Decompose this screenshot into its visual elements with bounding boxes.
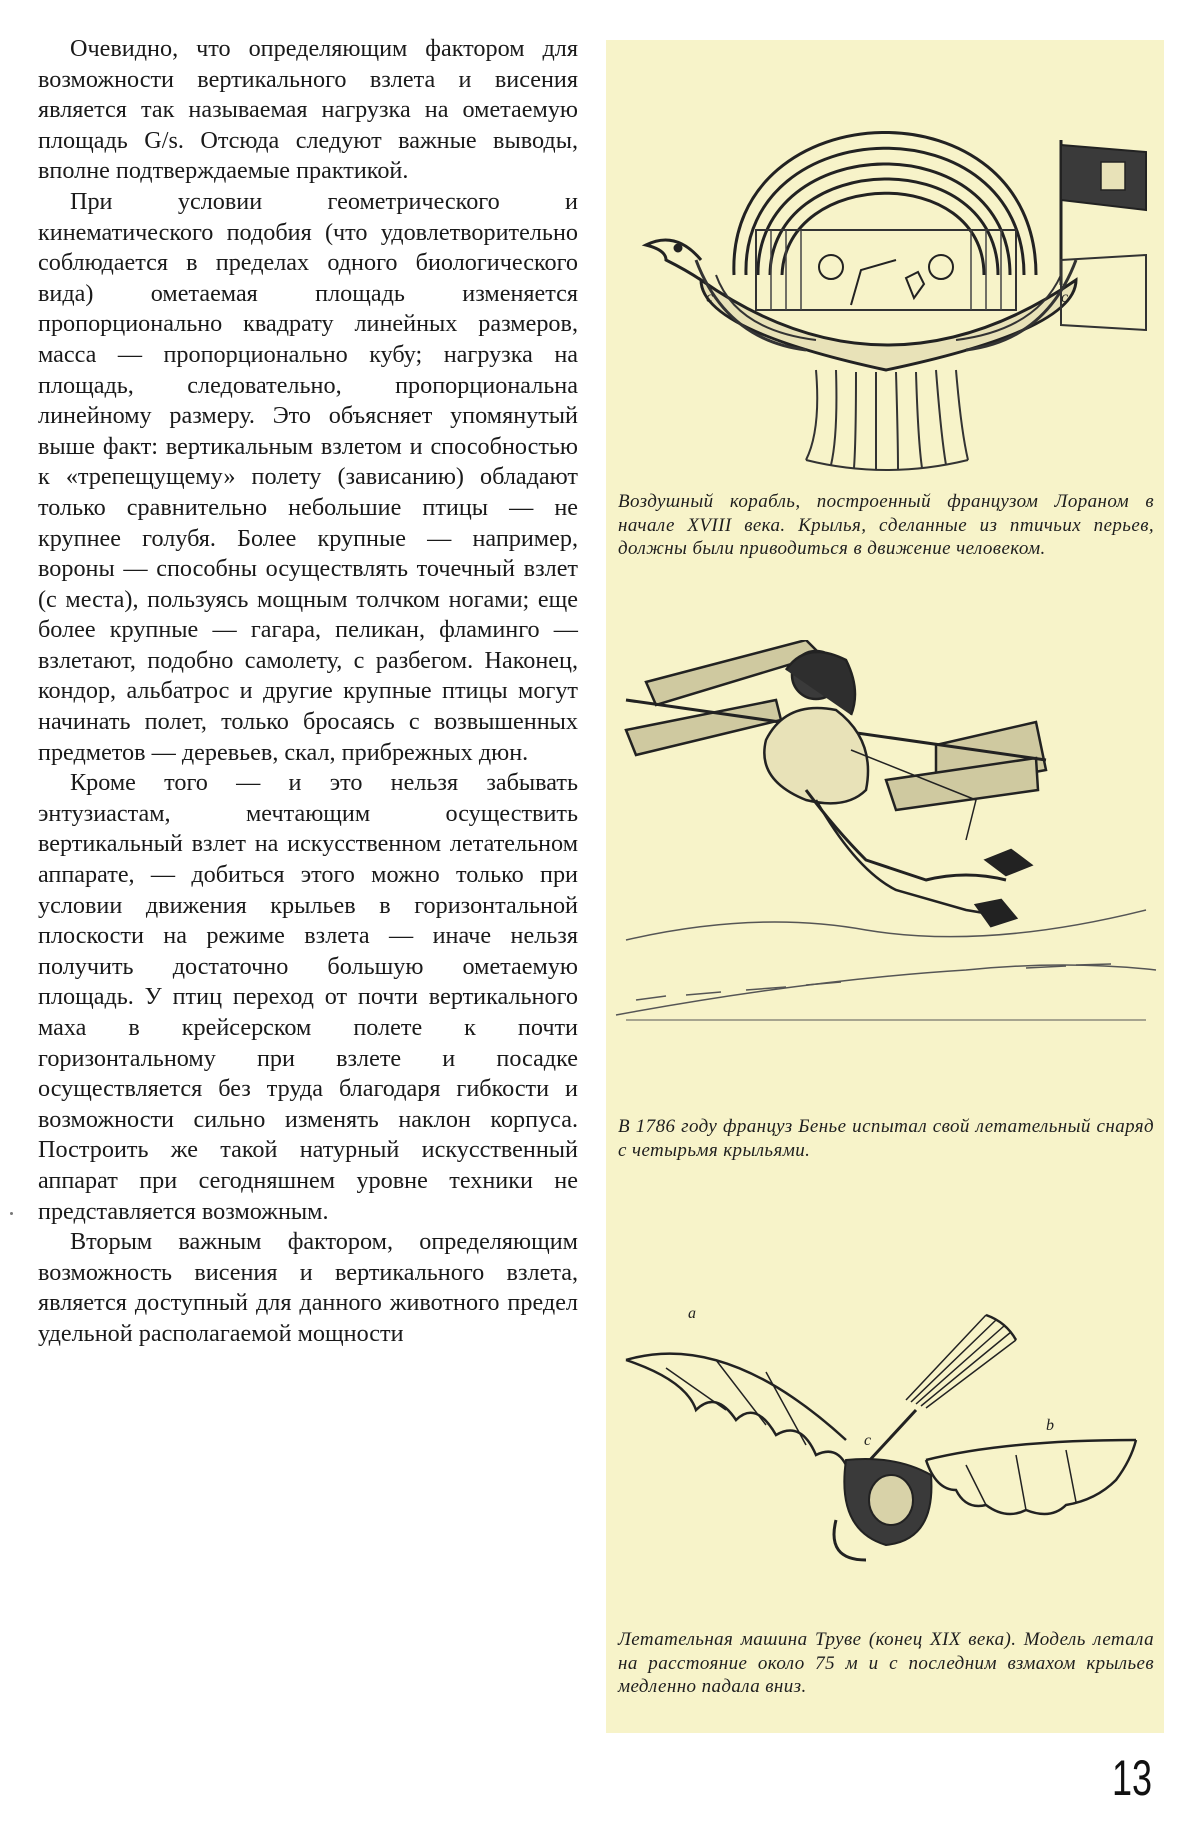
- paragraph-1: Очевидно, что определяющим фактором для возможности вертикального взлета и висения является так называемая нагрузка на ометаемую площадь G/s. Отсюда следуют важные выводы, вполне подтверждаемые практикой.: [38, 35, 578, 185]
- paragraph-3: Кроме того — и это нельзя забывать энтузиастам, мечтающим осуществить вертикальный взлет на искусственном летательном аппарате, — добиться этого можно только при условии движения крыльев в горизонтальной плоскости на режиме взлета — иначе нельзя получить достаточно большую ометаемую площадь. У птиц переход от почти вертикального маха в крейсерском полете к почти горизонтальному при взлете и посадке осуществляется без труда благодаря гибкости и возможности сильно изменять наклон корпуса. Построить же такой натурный искусственный аппарат при сегодняшнем уровне техники не представляется возможным.: [38, 769, 578, 1225]
- fig3-label-b: b: [1046, 1417, 1054, 1434]
- bat-wing-right: [926, 1440, 1136, 1514]
- main-text-column: [38, 34, 578, 1350]
- illustration-sidebar: [606, 40, 1164, 1733]
- tail-feathers: [806, 370, 968, 470]
- figure-2-caption: В 1786 году француз Бенье испытал свой летательный снаряд с четырьмя крыльями.: [618, 1116, 1154, 1161]
- figure-1-caption: Воздушный корабль, построенный французом Лораном в начале XVIII века. Крылья, сделанные из птичьих перьев, должны были приводиться в движение человеком.: [618, 491, 1154, 559]
- besnier-illustration: [606, 640, 1164, 1100]
- airship-illustration: [606, 40, 1164, 500]
- paragraph-4: Вторым важным фактором, определяющим возможность висения и вертикального взлета, является доступный для данного животного предел удельной располагаемой мощности: [38, 1228, 578, 1347]
- trouve-illustration: [606, 1260, 1164, 1640]
- page-number: 13: [1112, 1750, 1153, 1806]
- scan-speck: [10, 1212, 13, 1215]
- tail-fan: [856, 1315, 1016, 1475]
- bird-head: [646, 240, 701, 280]
- paragraph-2: При условии геометрического и кинематического подобия (что удовлетворительно соблюдается в пределах одного биологического вида) ометаемая площадь изменяется пропорционально квадрату линейных размеров, масса — пропорционально кубу; нагрузка на площадь, следовательно, пропорциональна линейному размеру. Это объясняет упомянутый выше факт: вертикальным взлетом и способностью к «трепещущему» полету (зависанию) обладают только сравнительно небольшие птицы — не крупнее голубя. Более крупные — например, вороны — способны осуществлять точечный взлет (с места), пользуясь мощным толчком ногами; еще более крупные — гагара, пеликан, фламинго — взлетают, подобно самолету, с разбегом. Наконец, кондор, альбатрос и другие крупные птицы могут начинать полет, только бросаясь с возвышенных предметов — деревьев, скал, прибрежных дюн.: [38, 187, 578, 766]
- figure-3-caption: Летательная машина Труве (конец XIX века). Модель летала на расстояние около 75 м и с последним взмахом крыльев медленно падала вниз.: [618, 1629, 1154, 1697]
- fig3-label-a: a: [688, 1305, 696, 1322]
- fig1-label-c-right: c: [1061, 289, 1069, 306]
- airship-hull: [696, 230, 1076, 370]
- fig3-label-c: c: [864, 1432, 872, 1449]
- fig1-label-c-left: c: [706, 289, 714, 306]
- ground-hatching: [616, 910, 1156, 1020]
- engine-body: [834, 1459, 931, 1560]
- bat-wing-left: [626, 1354, 846, 1465]
